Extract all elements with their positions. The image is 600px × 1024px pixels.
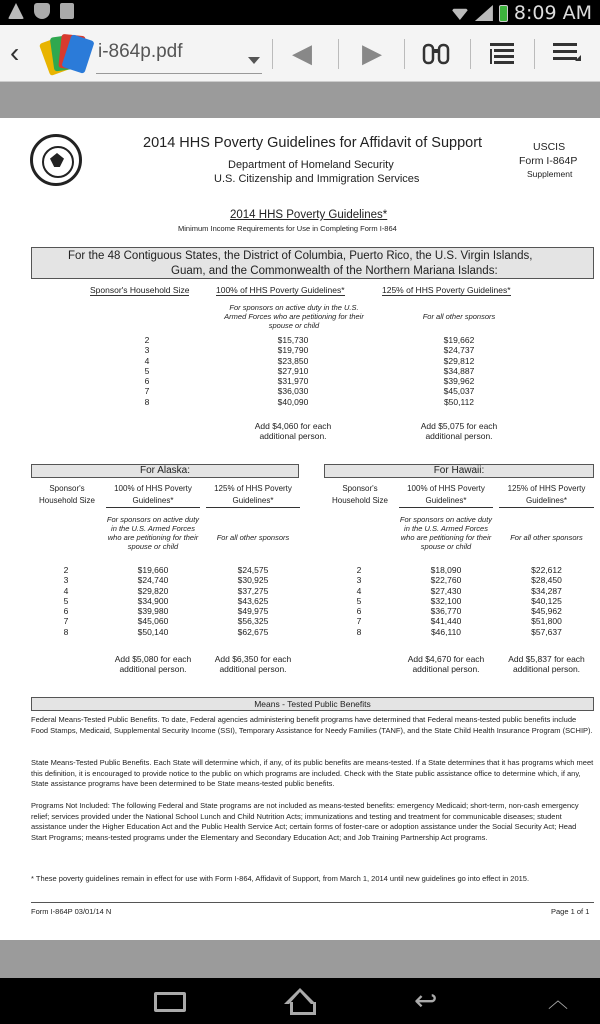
alaska-size-cell: 8 — [63, 626, 69, 637]
toolbar-divider — [272, 39, 273, 69]
alaska-100-column — [106, 565, 200, 637]
toolbar-divider — [404, 39, 405, 69]
contiguous-states-banner: For the 48 Contiguous States, the District of Columbia, Puerto Rico, the U.S. Virgin Islands, Guam, and the Commonwealth of the Northern Mariana Islands: — [31, 247, 594, 279]
back-icon[interactable]: ↩ — [414, 985, 438, 1016]
hawaii-100-cell: $18,090 — [430, 565, 462, 575]
household-size-cell: 7 — [144, 386, 150, 397]
alaska-100-cell: $45,060 — [137, 616, 169, 627]
alaska-100-cell: $39,980 — [137, 606, 169, 617]
footer-divider — [31, 902, 594, 903]
notification-icon — [8, 3, 24, 19]
alaska-100-cell: $50,140 — [137, 626, 169, 637]
menu-icon[interactable] — [550, 37, 582, 69]
hawaii-size-cell: 7 — [356, 616, 362, 627]
household-size-cell: 3 — [144, 345, 150, 356]
household-size-cell: 6 — [144, 376, 150, 387]
hawaii-size-cell: 3 — [356, 575, 362, 586]
guideline-125-cell: $24,737 — [443, 345, 475, 356]
guideline-125-cell: $34,887 — [443, 365, 475, 376]
hawaii-125-cell: $40,125 — [531, 595, 562, 606]
toolbar-divider — [338, 39, 339, 69]
app-logo-icon[interactable] — [42, 33, 90, 73]
hawaii-additional-100: Add $4,670 for each additional person. — [407, 654, 485, 675]
form-number: Form I-864P — [519, 155, 578, 167]
uscis-label: USCIS — [533, 141, 566, 153]
alaska-size-cell: 6 — [63, 606, 69, 617]
alaska-125-cell: $43,625 — [237, 595, 269, 606]
footer-form-id: Form I-864P 03/01/14 N — [31, 907, 112, 916]
guideline-100-cell: $27,910 — [277, 365, 309, 376]
column-header-100: 100% of HHS Poverty Guidelines* — [216, 285, 345, 295]
guideline-125-cell: $29,812 — [443, 355, 475, 366]
column-header-125: 125% of HHS Poverty Guidelines* — [382, 285, 511, 295]
hawaii-100-cell: $32,100 — [430, 595, 462, 606]
hawaii-header-100: 100% of HHS Poverty Guidelines* — [399, 483, 493, 508]
other-sponsors-note: For all other sponsors — [422, 312, 496, 321]
alaska-size-cell: 4 — [63, 585, 69, 596]
guideline-125-column — [416, 335, 502, 407]
guideline-125-cell: $45,037 — [443, 386, 475, 397]
hawaii-100-cell: $41,440 — [430, 616, 462, 627]
federal-benefits-paragraph: Federal Means-Tested Public Benefits. To date, Federal agencies administering benefit programs have determined that Federal means-tested public benefits include Food Stamps, Medicaid, Supplemental Security Income (SSI), Temporary Assistance for Needy Families (TANF), and the State Child Health Insurance Program (SCHIP). — [31, 715, 593, 735]
hawaii-additional-125: Add $5,837 for each additional person. — [508, 654, 585, 675]
footnote-paragraph: * These poverty guidelines remain in effect for use with Form I-864, Affidavit of Support, from March 1, 2014 until new guidelines go into effect in 2015. — [31, 874, 530, 883]
alaska-size-column — [59, 565, 73, 637]
toolbar-divider — [470, 39, 471, 69]
additional-person-100: Add $4,060 for each additional person. — [254, 421, 332, 442]
alaska-size-cell: 5 — [63, 595, 69, 606]
hawaii-other-note: For all other sponsors — [510, 533, 583, 542]
battery-icon — [499, 5, 508, 22]
guidelines-subheading: Minimum Income Requirements for Use in Completing Form I-864 — [178, 224, 397, 233]
hawaii-military-note: For sponsors on active duty in the U.S. Armed Forces who are petitioning for their spouse or child — [399, 515, 493, 551]
state-benefits-paragraph: State Means-Tested Public Benefits. Each State will determine which, if any, of its public benefits are means-tested. If a State determines that it has programs which meet this definition, it is encouraged to provide notice to the public on which programs are included. Check with the State public assistance office to determine which, if any, State assistance programs have been determined to be State means-tested public benefits. — [31, 758, 594, 788]
means-tested-banner: Means - Tested Public Benefits — [31, 697, 594, 711]
hawaii-125-cell: $45,962 — [531, 606, 562, 617]
military-note: For sponsors on active duty in the U.S. Armed Forces who are petitioning for their spouse or child — [224, 303, 364, 330]
notification-icon — [60, 3, 74, 19]
alaska-size-cell: 3 — [63, 575, 69, 586]
hawaii-header-household-size: Sponsor's Household Size — [331, 484, 389, 505]
status-time: 8:09 AM — [513, 2, 592, 24]
hawaii-size-cell: 4 — [356, 585, 362, 596]
household-size-cell: 5 — [144, 365, 150, 376]
document-title: 2014 HHS Poverty Guidelines for Affidavit of Support — [143, 135, 483, 151]
supplement-label: Supplement — [527, 169, 573, 179]
viewer-background — [0, 940, 600, 978]
alaska-100-cell: $19,660 — [137, 565, 169, 575]
viewer-background — [0, 82, 600, 118]
alaska-125-cell: $62,675 — [237, 626, 269, 637]
alaska-additional-125: Add $6,350 for each additional person. — [214, 654, 292, 675]
guideline-100-cell: $36,030 — [277, 386, 309, 397]
hawaii-size-cell: 2 — [356, 565, 362, 575]
alaska-military-note: For sponsors on active duty in the U.S. Armed Forces who are petitioning for their spouse or child — [106, 515, 200, 551]
alaska-125-cell: $49,975 — [237, 606, 269, 617]
guideline-100-column — [250, 335, 336, 407]
alaska-125-cell: $24,575 — [237, 565, 269, 575]
alaska-other-note: For all other sponsors — [216, 533, 290, 542]
hawaii-100-cell: $46,110 — [430, 626, 462, 637]
status-bar — [0, 0, 600, 25]
hawaii-125-cell: $22,612 — [531, 565, 562, 575]
hawaii-100-cell: $27,430 — [430, 585, 462, 596]
hawaii-125-cell: $28,450 — [531, 575, 562, 586]
file-dropdown-icon[interactable] — [248, 57, 260, 64]
navigation-bar — [0, 978, 600, 1024]
hawaii-100-cell: $22,760 — [430, 575, 462, 586]
guideline-100-cell: $19,790 — [277, 345, 309, 356]
guideline-125-cell: $19,662 — [443, 335, 475, 345]
notification-icon — [34, 3, 50, 19]
alaska-100-cell: $29,820 — [137, 585, 169, 596]
alaska-header-household-size: Sponsor's Household Size — [38, 484, 96, 505]
department-name: Department of Homeland Security — [228, 159, 394, 171]
alaska-header-100: 100% of HHS Poverty Guidelines* — [106, 483, 200, 508]
hawaii-125-cell: $57,637 — [531, 626, 562, 637]
hawaii-banner: For Hawaii: — [324, 464, 594, 478]
alaska-100-cell: $34,900 — [137, 595, 169, 606]
alaska-125-cell: $37,275 — [237, 585, 269, 596]
programs-not-included-paragraph: Programs Not Included: The following Federal and State programs are not included as means-tested benefits: emergency Medicaid; short-term, non-cash emergency relief; services provided under the National School Lunch and Child Nutrition Acts; immunizations and testing and treatment for communicable diseases; student assistance under the Higher Education Act and the Public Health Service Act; certain forms of foster-care or adoption assistance under the Social Security Act; Head Start Programs; means-tested programs under the Elementary and Secondary Education Act; and Job Training Partnership Act programs. — [31, 801, 579, 842]
file-name[interactable]: i-864p.pdf — [98, 41, 183, 62]
guideline-100-cell: $31,970 — [277, 376, 309, 387]
find-binoculars-icon[interactable] — [420, 37, 452, 69]
household-size-cell: 8 — [144, 396, 150, 407]
agency-name: U.S. Citizenship and Immigration Services — [214, 173, 420, 185]
hawaii-100-cell: $36,770 — [430, 606, 462, 617]
footer-page-number: Page 1 of 1 — [551, 907, 590, 916]
alaska-125-cell: $56,325 — [237, 616, 269, 627]
signal-icon — [475, 5, 493, 21]
toolbar-divider — [534, 39, 535, 69]
hawaii-size-cell: 5 — [356, 595, 362, 606]
file-name-underline — [96, 73, 262, 74]
wifi-icon — [451, 6, 469, 20]
home-icon[interactable] — [282, 988, 318, 1014]
guideline-100-cell: $40,090 — [277, 396, 309, 407]
column-header-household-size: Sponsor's Household Size — [90, 285, 190, 295]
pdf-page[interactable] — [0, 118, 600, 940]
dhs-seal-icon — [30, 134, 82, 186]
chevron-up-icon[interactable]: ︿ — [548, 990, 568, 1012]
pdf-toolbar — [0, 25, 600, 82]
hawaii-125-cell: $34,287 — [531, 585, 562, 596]
alaska-size-cell: 2 — [63, 565, 69, 575]
alaska-size-cell: 7 — [63, 616, 69, 627]
hawaii-125-cell: $51,800 — [531, 616, 562, 627]
hawaii-size-cell: 6 — [356, 606, 362, 617]
outline-list-icon[interactable] — [486, 37, 518, 69]
guidelines-heading: 2014 HHS Poverty Guidelines* — [230, 209, 388, 221]
household-size-cell: 2 — [144, 335, 150, 345]
hawaii-size-cell: 8 — [356, 626, 362, 637]
household-size-cell: 4 — [144, 355, 150, 366]
alaska-125-cell: $30,925 — [237, 575, 269, 586]
alaska-100-cell: $24,740 — [137, 575, 169, 586]
recent-apps-icon[interactable] — [154, 992, 186, 1012]
guideline-125-cell: $50,112 — [443, 396, 475, 407]
hawaii-100-column — [399, 565, 493, 637]
prev-page-icon[interactable]: ◀ — [292, 38, 312, 68]
guideline-100-cell: $23,850 — [277, 355, 309, 366]
additional-person-125: Add $5,075 for each additional person. — [420, 421, 498, 442]
hawaii-header-125: 125% of HHS Poverty Guidelines* — [499, 483, 594, 508]
alaska-125-column — [206, 565, 300, 637]
alaska-header-125: 125% of HHS Poverty Guidelines* — [206, 483, 300, 508]
alaska-additional-100: Add $5,080 for each additional person. — [114, 654, 192, 675]
guideline-100-cell: $15,730 — [277, 335, 309, 345]
household-size-column — [140, 335, 154, 407]
alaska-banner: For Alaska: — [31, 464, 299, 478]
hawaii-125-column — [499, 565, 594, 637]
next-page-icon[interactable]: ▶ — [362, 38, 382, 68]
back-icon[interactable]: ‹ — [10, 37, 20, 68]
guideline-125-cell: $39,962 — [443, 376, 475, 387]
hawaii-size-column — [352, 565, 366, 637]
